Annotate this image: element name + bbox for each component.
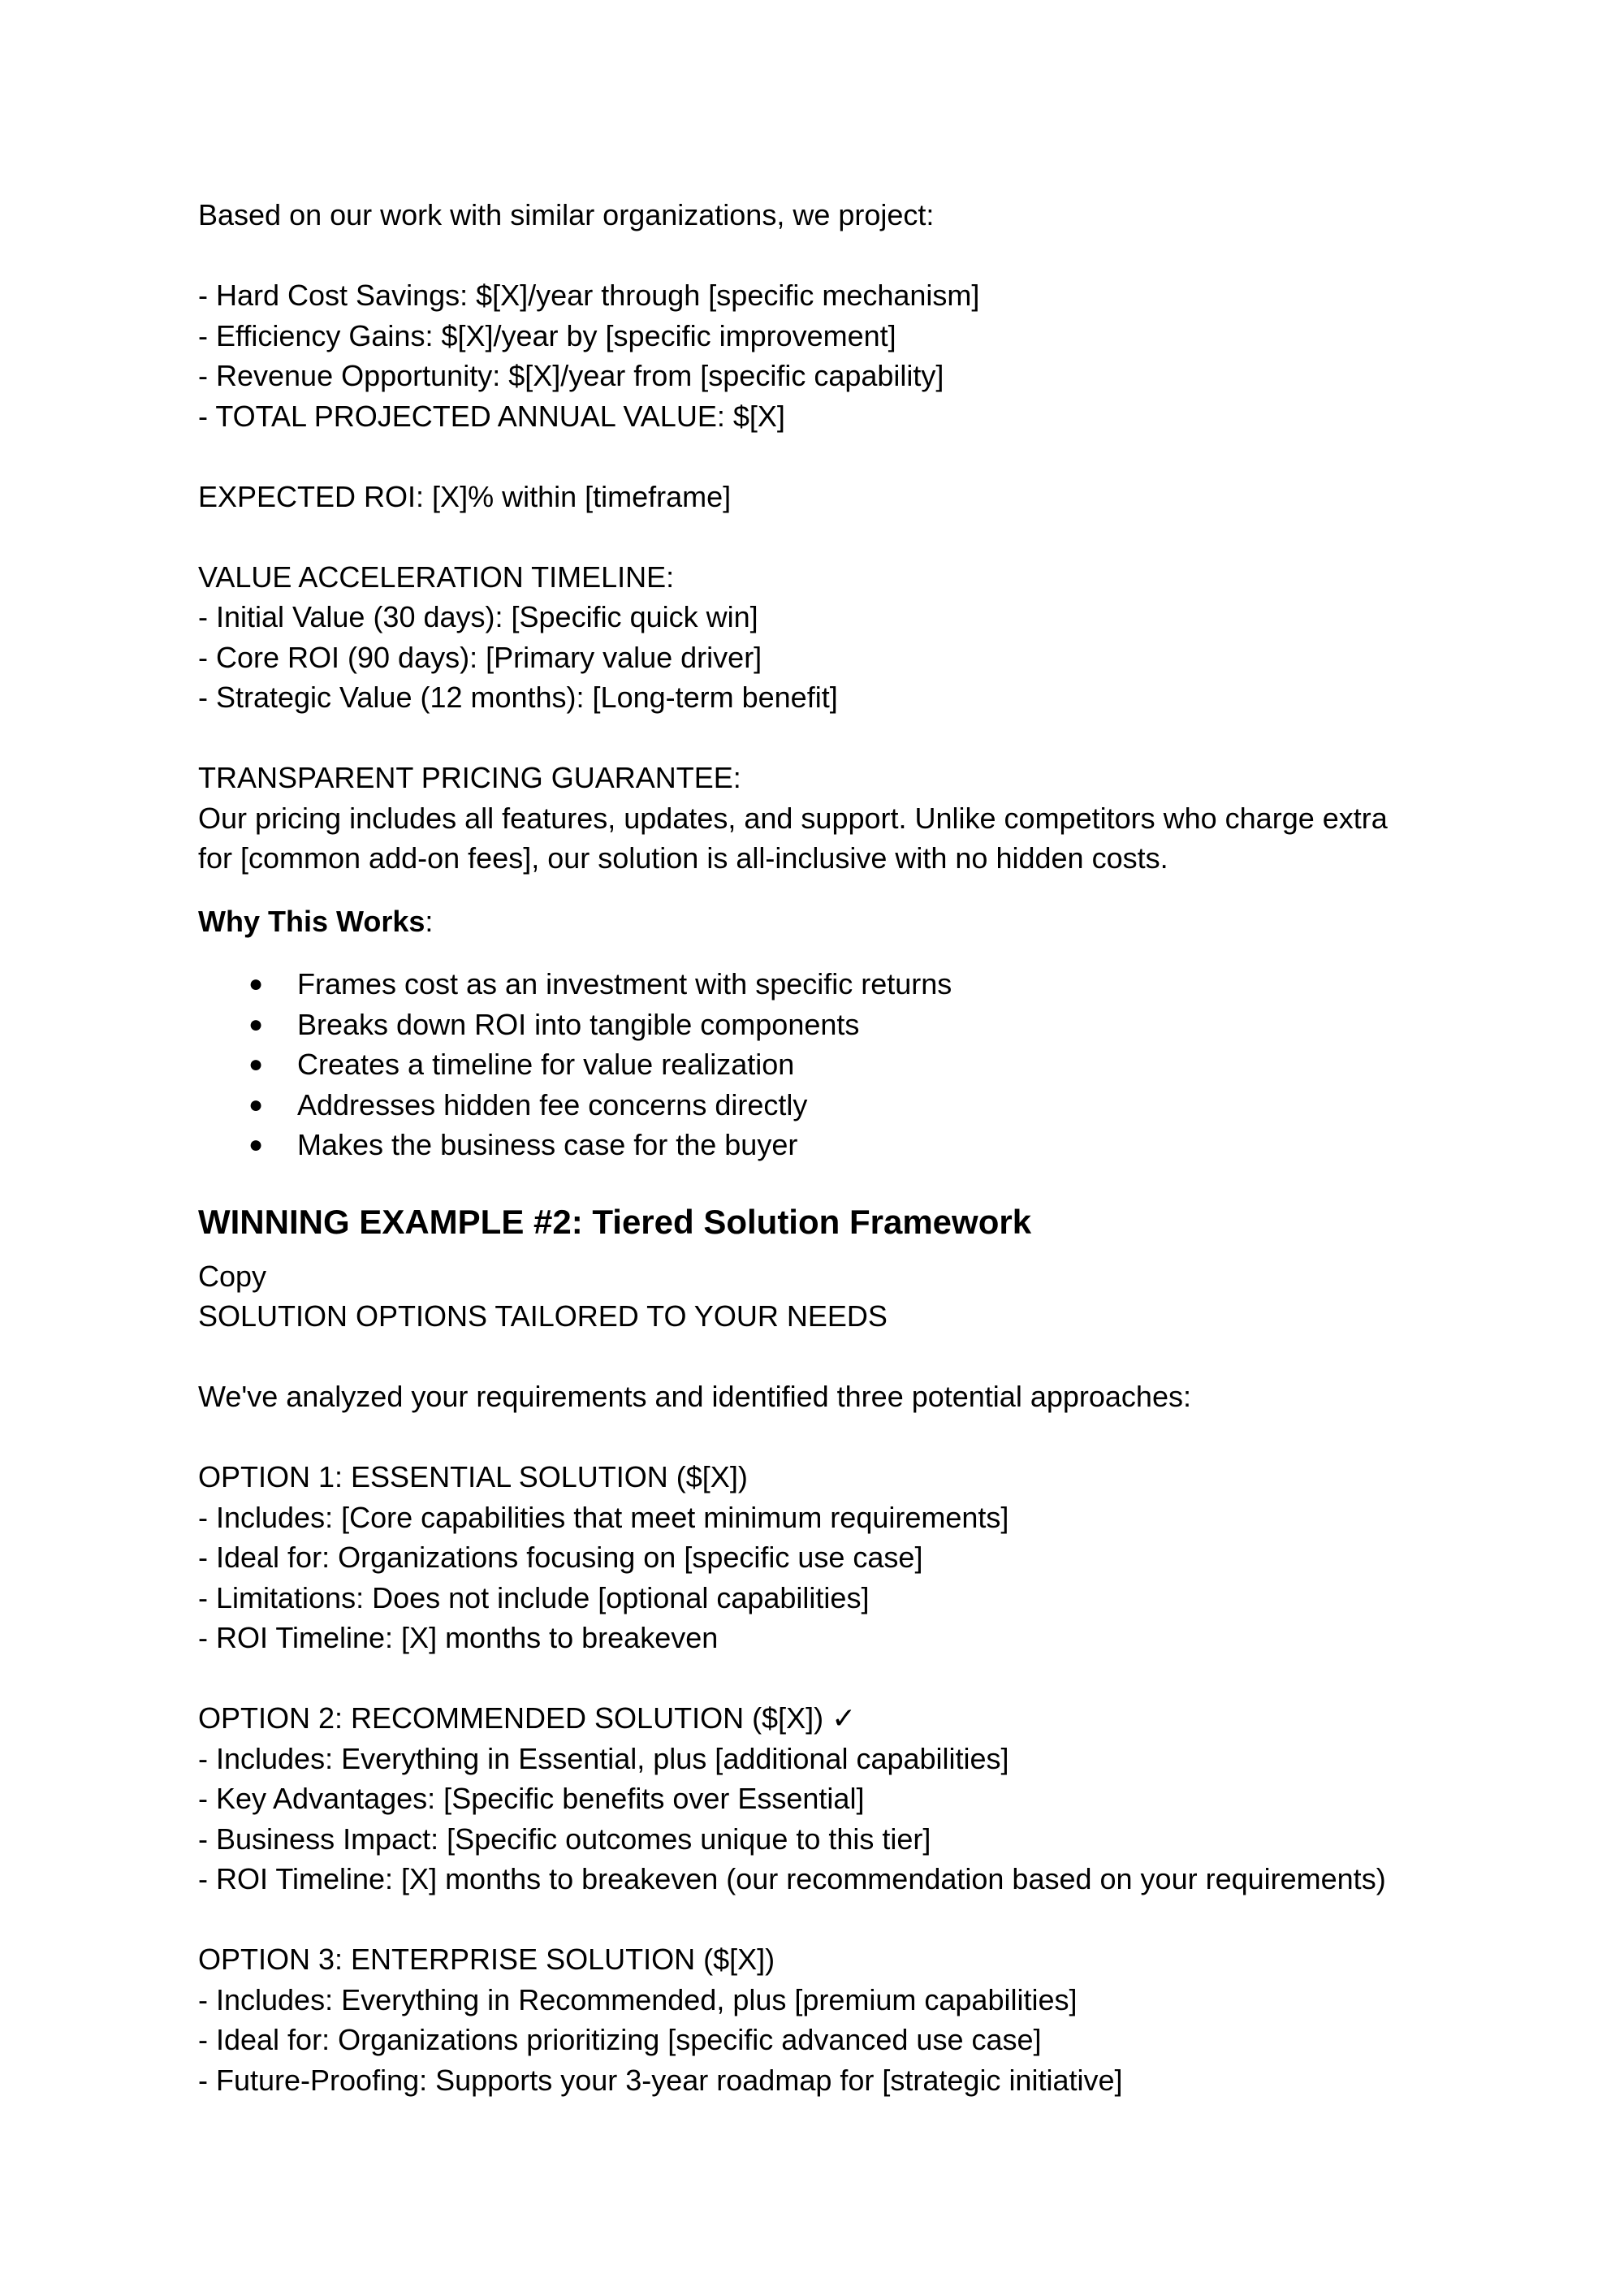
solution-options-title: SOLUTION OPTIONS TAILORED TO YOUR NEEDS	[198, 1299, 888, 1333]
option-2-item: - Business Impact: [Specific outcomes unique to this tier]	[198, 1822, 931, 1856]
timeline-item-initial: - Initial Value (30 days): [Specific quick win]	[198, 600, 758, 633]
spacer	[198, 879, 1465, 901]
timeline-item-core: - Core ROI (90 days): [Primary value driver]	[198, 640, 762, 674]
list-item	[198, 964, 1465, 1005]
spacer	[198, 1658, 1465, 1699]
copy-label[interactable]: Copy	[198, 1259, 267, 1293]
projection-item-hard-cost: - Hard Cost Savings: $[X]/year through [specific mechanism]	[198, 279, 980, 312]
projection-item-efficiency: - Efficiency Gains: $[X]/year by [specific improvement]	[198, 318, 896, 352]
spacer	[198, 236, 1465, 276]
option-3-item: - Future-Proofing: Supports your 3-year roadmap for [strategic initiative]	[198, 2063, 1123, 2097]
option-1-item: - Includes: [Core capabilities that meet minimum requirements]	[198, 1500, 1009, 1534]
why-this-works-label: Why This Works	[198, 904, 425, 938]
option-1-item: - Ideal for: Organizations focusing on [specific use case]	[198, 1541, 923, 1574]
why-this-works-heading	[198, 901, 1465, 942]
why-this-works-list	[198, 964, 1465, 1165]
option-1-title: OPTION 1: ESSENTIAL SOLUTION ($[X])	[198, 1460, 748, 1493]
option-1-item: - ROI Timeline: [X] months to breakeven	[198, 1621, 719, 1654]
option-2-item: - Includes: Everything in Essential, plus [additional capabilities]	[198, 1741, 1009, 1775]
spacer	[198, 516, 1465, 557]
list-item	[198, 1125, 1465, 1165]
option-3-item: - Includes: Everything in Recommended, plus [premium capabilities]	[198, 1982, 1078, 2016]
list-item-text: Creates a timeline for value realization	[297, 1048, 795, 1081]
spacer	[198, 718, 1465, 759]
pricing-title: TRANSPARENT PRICING GUARANTEE:	[198, 761, 741, 794]
option-2-title: OPTION 2: RECOMMENDED SOLUTION ($[X]) ✓	[198, 1701, 857, 1735]
document-body	[198, 195, 1465, 2100]
list-item-text: Makes the business case for the buyer	[297, 1128, 798, 1161]
option-2-item: - Key Advantages: [Specific benefits over Essential]	[198, 1782, 865, 1815]
list-item-text: Addresses hidden fee concerns directly	[297, 1087, 808, 1122]
expected-roi: EXPECTED ROI: [X]% within [timeframe]	[198, 479, 732, 513]
pricing-text-line-1: Our pricing includes all features, updates, and support. Unlike competitors who charge extra	[198, 801, 1388, 835]
bullet-icon: ●	[248, 1131, 264, 1158]
projection-item-revenue: - Revenue Opportunity: $[X]/year from [specific capability]	[198, 359, 944, 392]
timeline-title: VALUE ACCELERATION TIMELINE:	[198, 560, 675, 594]
projection-item-total: - TOTAL PROJECTED ANNUAL VALUE: $[X]	[198, 399, 785, 433]
list-item-text: Frames cost as an investment with specific returns	[297, 967, 952, 1001]
bullet-icon: ●	[248, 970, 264, 997]
solution-options-intro: We've analyzed your requirements and identified three potential approaches:	[198, 1380, 1191, 1413]
projection-intro: Based on our work with similar organizations, we project:	[198, 198, 935, 231]
option-3-item: - Ideal for: Organizations prioritizing [specific advanced use case]	[198, 2023, 1042, 2056]
list-item-text: Breaks down ROI into tangible components	[297, 1007, 860, 1041]
spacer	[198, 941, 1465, 964]
list-item	[198, 1005, 1465, 1045]
list-item	[198, 1044, 1465, 1085]
option-3-title: OPTION 3: ENTERPRISE SOLUTION ($[X])	[198, 1943, 775, 1976]
spacer	[198, 436, 1465, 477]
spacer	[198, 1900, 1465, 1940]
option-1-item: - Limitations: Does not include [optional capabilities]	[198, 1580, 870, 1614]
option-2-item: - ROI Timeline: [X] months to breakeven (our recommendation based on your requirements)	[198, 1862, 1386, 1895]
pricing-text-line-2: for [common add-on fees], our solution is all-inclusive with no hidden costs.	[198, 841, 1168, 875]
spacer	[198, 1337, 1465, 1377]
spacer	[198, 1417, 1465, 1458]
why-this-works-colon: :	[425, 904, 434, 938]
bullet-icon: ●	[248, 1010, 264, 1038]
list-item	[198, 1085, 1465, 1126]
spacer	[198, 1247, 1465, 1256]
section-heading-example-2: WINNING EXAMPLE #2: Tiered Solution Framework	[198, 1202, 1032, 1241]
bullet-icon: ●	[248, 1051, 264, 1078]
timeline-item-strategic: - Strategic Value (12 months): [Long-term benefit]	[198, 681, 838, 714]
bullet-icon: ●	[248, 1091, 264, 1118]
spacer	[198, 1165, 1465, 1198]
